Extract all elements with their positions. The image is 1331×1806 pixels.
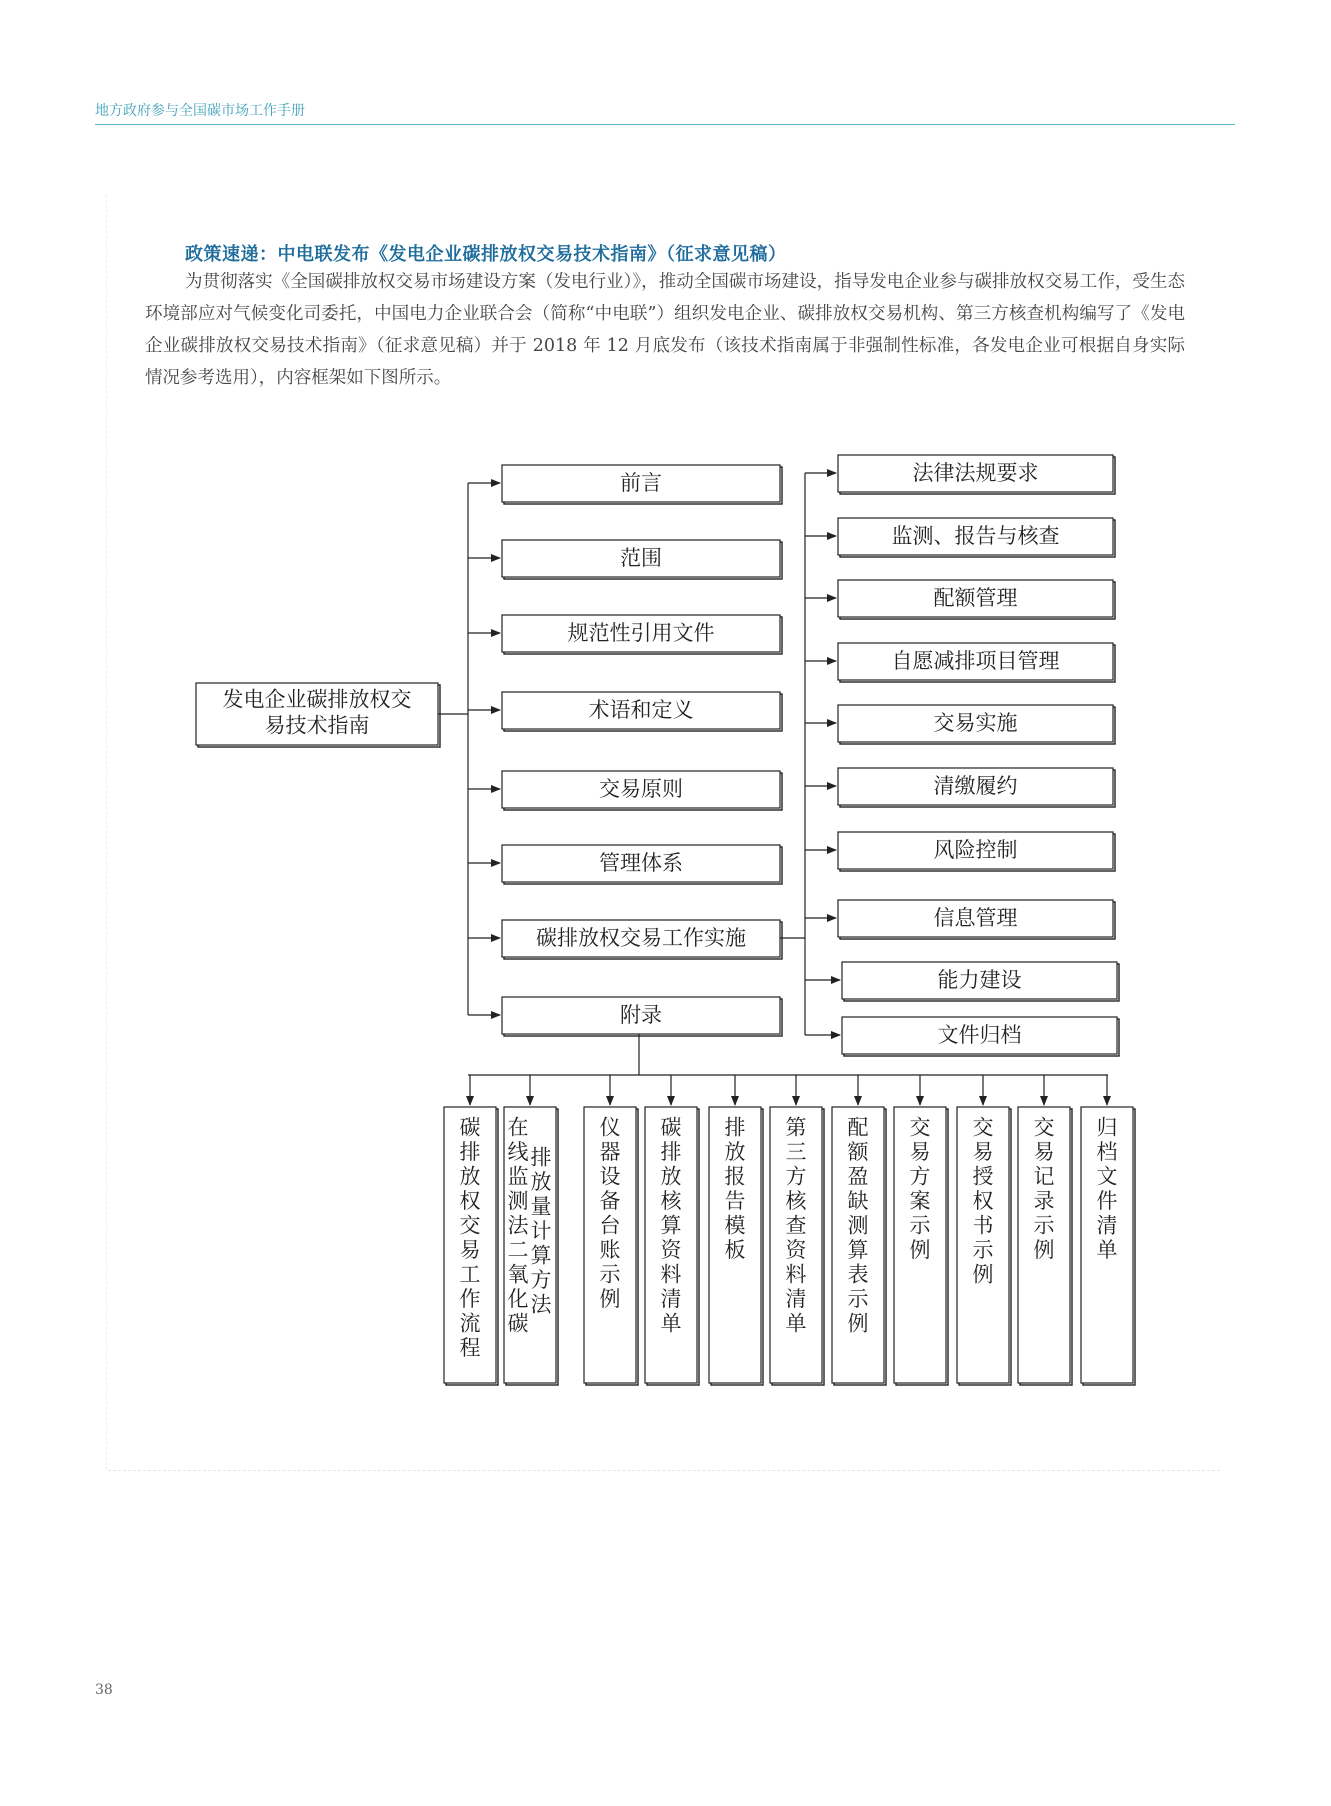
- appendix-char: 单: [660, 1311, 682, 1336]
- appendix-char: 放: [724, 1140, 746, 1164]
- section-label: 管理体系: [599, 851, 683, 875]
- appendix-char: 方: [530, 1268, 552, 1292]
- appendix-char: 账: [599, 1238, 621, 1262]
- policy-paragraph: 为贯彻落实《全国碳排放权交易市场建设方案（发电行业）》，推动全国碳市场建设，指导发电企业参与碳排放权交易工作，受生态环境部应对气候变化司委托，中国电力企业联合会（简称“中电联”）组织发电企业、碳排放权交易机构、第三方核查机构编写了《发电企业碳排放权交易技术指南》（征求意见稿）并于 2018 年 12 月底发布（该技术指南属于非强制性标准，各发电企业可根据自身实际情况参考选用），内容框架如下图所示。: [145, 272, 1185, 388]
- appendix-char: 示: [847, 1287, 869, 1311]
- section-label: 规范性引用文件: [567, 621, 715, 645]
- appendix-char: 排: [459, 1140, 481, 1164]
- appendix-char: 交: [972, 1115, 994, 1140]
- appendix-char: 核: [785, 1189, 807, 1213]
- section-label: 范围: [620, 546, 662, 570]
- appendix-char: 排: [530, 1145, 552, 1170]
- appendix-char: 易: [972, 1140, 994, 1164]
- appendix-char: 碳: [507, 1311, 529, 1336]
- appendix-char: 缺: [847, 1189, 869, 1213]
- implementation-label: 信息管理: [933, 906, 1018, 930]
- appendix-char: 查: [785, 1213, 807, 1238]
- appendix-char: 交: [1033, 1115, 1055, 1140]
- section-label: 前言: [620, 471, 662, 495]
- section-label: 附录: [620, 1003, 662, 1027]
- appendix-char: 作: [459, 1287, 481, 1311]
- appendix-char: 盈: [847, 1164, 869, 1189]
- appendix-char: 权: [972, 1189, 994, 1213]
- appendix-char: 清: [1096, 1213, 1118, 1238]
- appendix-char: 放: [459, 1164, 481, 1189]
- appendix-char: 模: [724, 1213, 746, 1238]
- appendix-char: 报: [724, 1164, 746, 1189]
- appendix-char: 单: [1096, 1238, 1118, 1262]
- section-label: 术语和定义: [588, 698, 694, 722]
- appendix-char: 程: [459, 1336, 481, 1360]
- appendix-char: 在: [507, 1115, 529, 1140]
- appendix-char: 碳: [660, 1115, 682, 1140]
- appendix-char: 件: [1096, 1189, 1118, 1213]
- section-label: 交易原则: [599, 777, 683, 801]
- appendix-char: 交: [459, 1213, 481, 1238]
- appendix-char: 排: [724, 1115, 746, 1140]
- appendix-char: 授: [972, 1164, 994, 1189]
- appendix-char: 例: [972, 1262, 994, 1287]
- appendix-char: 量: [530, 1194, 552, 1219]
- appendix-char: 易: [459, 1238, 481, 1262]
- appendix-char: 方: [785, 1164, 807, 1189]
- appendix-char: 料: [660, 1262, 682, 1287]
- appendix-char: 例: [1033, 1238, 1055, 1262]
- appendix-char: 录: [1033, 1189, 1055, 1213]
- appendix-char: 测: [507, 1189, 529, 1213]
- appendix-char: 碳: [459, 1115, 481, 1140]
- appendix-char: 例: [847, 1311, 869, 1336]
- appendix-char: 法: [530, 1292, 552, 1317]
- appendix-char: 权: [459, 1189, 481, 1213]
- root-label-line: 易技术指南: [264, 713, 370, 738]
- appendix-char: 配: [847, 1115, 869, 1140]
- root-label-line: 发电企业碳排放权交: [222, 687, 412, 712]
- page-number: 38: [95, 1682, 113, 1698]
- appendix-char: 工: [459, 1262, 481, 1287]
- appendix-char: 清: [660, 1287, 682, 1311]
- appendix-char: 放: [530, 1170, 552, 1194]
- appendix-char: 书: [972, 1213, 994, 1238]
- appendix-char: 台: [599, 1213, 621, 1238]
- appendix-char: 示: [599, 1262, 621, 1287]
- appendix-char: 备: [599, 1189, 621, 1213]
- appendix-char: 法: [507, 1213, 529, 1238]
- appendix-char: 易: [1033, 1140, 1055, 1164]
- appendix-char: 监: [507, 1164, 529, 1189]
- appendix-char: 排: [660, 1140, 682, 1164]
- implementation-label: 交易实施: [933, 711, 1018, 735]
- appendix-char: 核: [660, 1189, 682, 1213]
- appendix-char: 交: [909, 1115, 931, 1140]
- appendix-char: 归: [1096, 1115, 1118, 1140]
- implementation-label: 文件归档: [937, 1023, 1022, 1047]
- appendix-char: 示: [909, 1213, 931, 1238]
- appendix-char: 资: [785, 1238, 807, 1262]
- appendix-char: 示: [972, 1238, 994, 1262]
- section-label: 碳排放权交易工作实施: [536, 926, 746, 950]
- appendix-char: 二: [507, 1238, 529, 1262]
- appendix-char: 线: [507, 1140, 529, 1164]
- implementation-label: 风险控制: [933, 838, 1018, 862]
- appendix-char: 告: [724, 1189, 746, 1213]
- appendix-char: 资: [660, 1238, 682, 1262]
- implementation-label: 清缴履约: [933, 774, 1018, 798]
- appendix-char: 设: [599, 1164, 621, 1189]
- appendix-char: 化: [507, 1287, 529, 1311]
- appendix-char: 文: [1096, 1164, 1118, 1189]
- appendix-char: 算: [530, 1243, 552, 1268]
- appendix-char: 器: [599, 1140, 621, 1164]
- appendix-char: 档: [1096, 1140, 1118, 1164]
- appendix-char: 表: [847, 1262, 869, 1287]
- implementation-label: 能力建设: [937, 968, 1022, 992]
- appendix-char: 测: [847, 1213, 869, 1238]
- appendix-char: 板: [724, 1238, 746, 1262]
- appendix-char: 清: [785, 1287, 807, 1311]
- implementation-label: 监测、报告与核查: [891, 524, 1060, 548]
- appendix-char: 流: [459, 1311, 481, 1336]
- policy-title: 政策速递：中电联发布《发电企业碳排放权交易技术指南》（征求意见稿）: [185, 244, 787, 265]
- appendix-char: 易: [909, 1140, 931, 1164]
- appendix-char: 例: [909, 1238, 931, 1262]
- appendix-char: 放: [660, 1164, 682, 1189]
- appendix-char: 算: [660, 1213, 682, 1238]
- running-header: 地方政府参与全国碳市场工作手册: [95, 103, 305, 119]
- appendix-char: 案: [909, 1189, 931, 1213]
- appendix-char: 料: [785, 1262, 807, 1287]
- appendix-char: 三: [785, 1140, 807, 1164]
- appendix-char: 计: [530, 1219, 552, 1243]
- appendix-char: 氧: [507, 1262, 529, 1287]
- implementation-label: 自愿减排项目管理: [891, 649, 1060, 673]
- appendix-char: 记: [1033, 1164, 1055, 1189]
- appendix-char: 第: [785, 1115, 807, 1140]
- appendix-char: 仪: [599, 1115, 621, 1140]
- appendix-char: 单: [785, 1311, 807, 1336]
- appendix-char: 算: [847, 1238, 869, 1262]
- appendix-char: 方: [909, 1164, 931, 1189]
- appendix-char: 例: [599, 1287, 621, 1311]
- appendix-char: 额: [847, 1140, 869, 1164]
- implementation-label: 法律法规要求: [912, 461, 1039, 485]
- implementation-label: 配额管理: [933, 586, 1018, 610]
- appendix-char: 示: [1033, 1213, 1055, 1238]
